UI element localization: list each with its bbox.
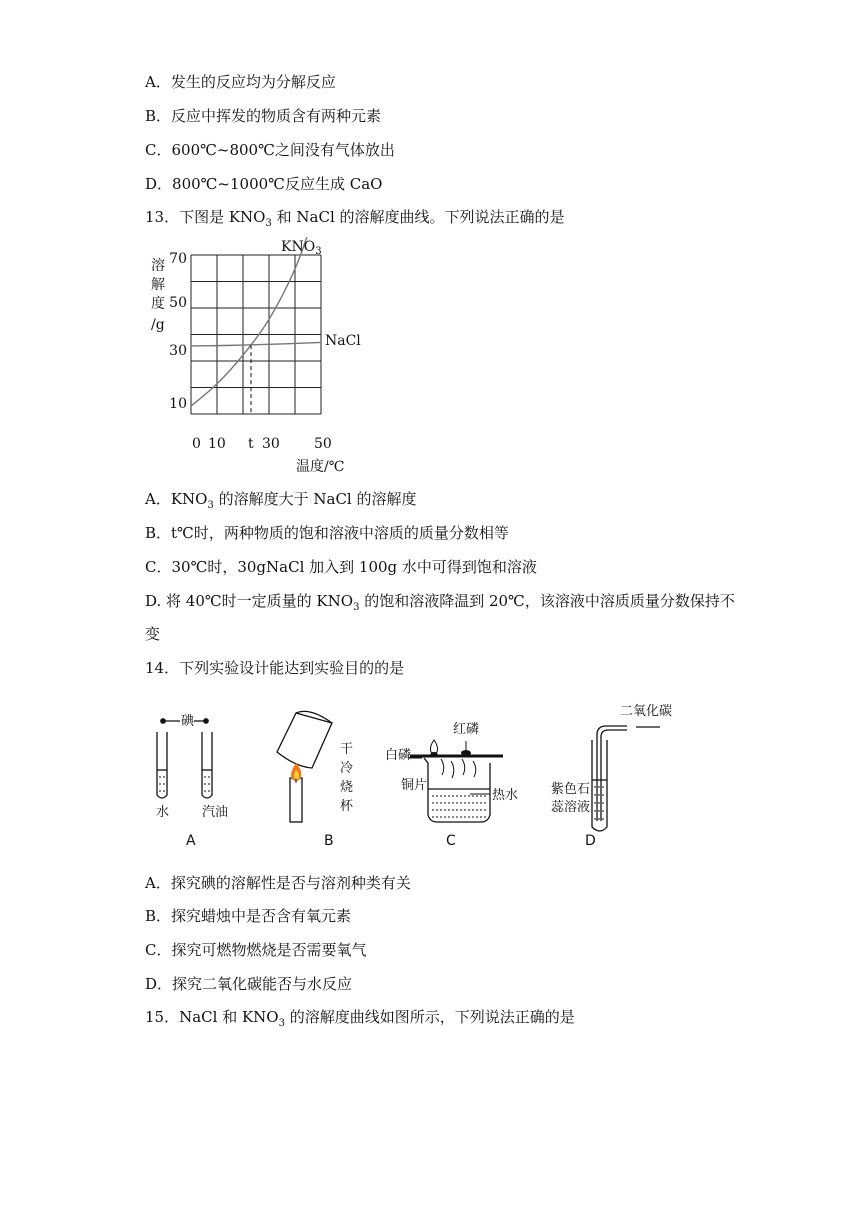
q13-option-d: D. 将 40℃时一定质量的 $KNO_3$ 的饱和溶液降温到 20℃，该溶液中溶质质量分数保持不 — [145, 592, 735, 613]
beaker-label-4: 杯 — [340, 799, 354, 814]
beaker-label-2: 冷 — [340, 761, 354, 776]
test-tube-water — [157, 732, 167, 798]
white-phosphorus-flame — [430, 740, 437, 754]
x-tick-label: t — [248, 436, 254, 452]
q15-stem: 15．NaCl 和 $KNO_3$ 的溶解度曲线如图所示，下列说法正确的是 — [145, 1008, 575, 1029]
iodine-label: 碘 — [181, 714, 195, 729]
iodine-dot-right — [204, 719, 208, 723]
q14-option-d: D．探究二氧化碳能否与水反应 — [145, 975, 353, 993]
iodine-dot-left — [161, 719, 165, 723]
figure-caption-d: D — [585, 833, 596, 849]
q14-stem: 14．下列实验设计能达到实验目的的是 — [145, 659, 405, 677]
series-label-nacl: NaCl — [325, 333, 361, 349]
litmus-test-tube — [592, 740, 607, 831]
x-tick-label: 30 — [262, 436, 280, 452]
red-phosphorus-label: 红磷 — [453, 722, 480, 737]
q13-option-b: B．t℃时，两种物质的饱和溶液中溶质的质量分数相等 — [145, 524, 509, 542]
white-phosphorus — [431, 752, 438, 756]
series-label-kno3: $KNO_3$ — [281, 239, 322, 257]
figure-caption-c: C — [446, 833, 456, 849]
q12-option-c: C．600℃~800℃之间没有气体放出 — [145, 141, 395, 159]
figure-caption-b: B — [324, 833, 334, 849]
beaker-label-1: 干 — [340, 742, 354, 757]
test-tube-gasoline — [202, 732, 212, 798]
beaker-label-3: 烧 — [340, 780, 354, 795]
x-tick-label: 0 — [192, 436, 201, 452]
nacl-curve — [191, 342, 321, 345]
y-axis-label-1: 溶 — [151, 258, 165, 274]
q13-option-a: A．$KNO_3$ 的溶解度大于 NaCl 的溶解度 — [145, 490, 417, 511]
q12-option-b: B．反应中挥发的物质含有两种元素 — [145, 107, 382, 125]
litmus-label-2: 蕊溶液 — [551, 800, 591, 815]
kno3-curve — [191, 237, 308, 406]
candle — [290, 778, 302, 822]
solubility-chart — [0, 237, 860, 477]
co2-inlet-tube — [597, 726, 627, 821]
q14-option-a: A．探究碘的溶解性是否与溶剂种类有关 — [145, 874, 411, 892]
y-tick-label: 10 — [169, 396, 187, 412]
q13-option-c: C．30℃时，30gNaCl 加入到 100g 水中可得到饱和溶液 — [145, 558, 537, 576]
q13-stem: 13．下图是 $KNO_3$ 和 NaCl 的溶解度曲线。下列说法正确的是 — [145, 208, 565, 229]
y-axis-label-2: 解 — [151, 277, 165, 293]
white-phosphorus-label: 白磷 — [385, 748, 412, 763]
red-phosphorus — [461, 750, 471, 756]
figure-caption-a: A — [186, 833, 196, 849]
q13-option-d-wrap: 变 — [145, 625, 161, 643]
cold-beaker — [277, 711, 332, 768]
y-axis-label-4: /g — [151, 317, 165, 333]
water-label: 水 — [156, 805, 170, 820]
gasoline-label: 汽油 — [202, 805, 229, 820]
x-axis-label: 温度/℃ — [296, 459, 345, 475]
x-tick-label: 50 — [314, 436, 332, 452]
experiment-figure — [0, 695, 860, 855]
q12-option-a: A．发生的反应均为分解反应 — [145, 73, 336, 91]
hot-water-beaker — [424, 758, 490, 822]
copper-sheet-label: 铜片 — [401, 778, 428, 793]
y-tick-label: 70 — [169, 251, 187, 267]
y-axis-label-3: 度 — [151, 296, 165, 312]
x-tick-label: 10 — [208, 436, 226, 452]
hot-water-label: 热水 — [492, 788, 519, 803]
q14-option-c: C．探究可燃物燃烧是否需要氧气 — [145, 941, 367, 959]
litmus-label-1: 紫色石 — [551, 782, 591, 797]
y-tick-label: 30 — [169, 343, 187, 359]
q14-option-b: B．探究蜡烛中是否含有氧元素 — [145, 907, 352, 925]
y-tick-label: 50 — [169, 295, 187, 311]
co2-label: 二氧化碳 — [620, 704, 673, 719]
q12-option-d: D．800℃~1000℃反应生成 CaO — [145, 175, 383, 193]
